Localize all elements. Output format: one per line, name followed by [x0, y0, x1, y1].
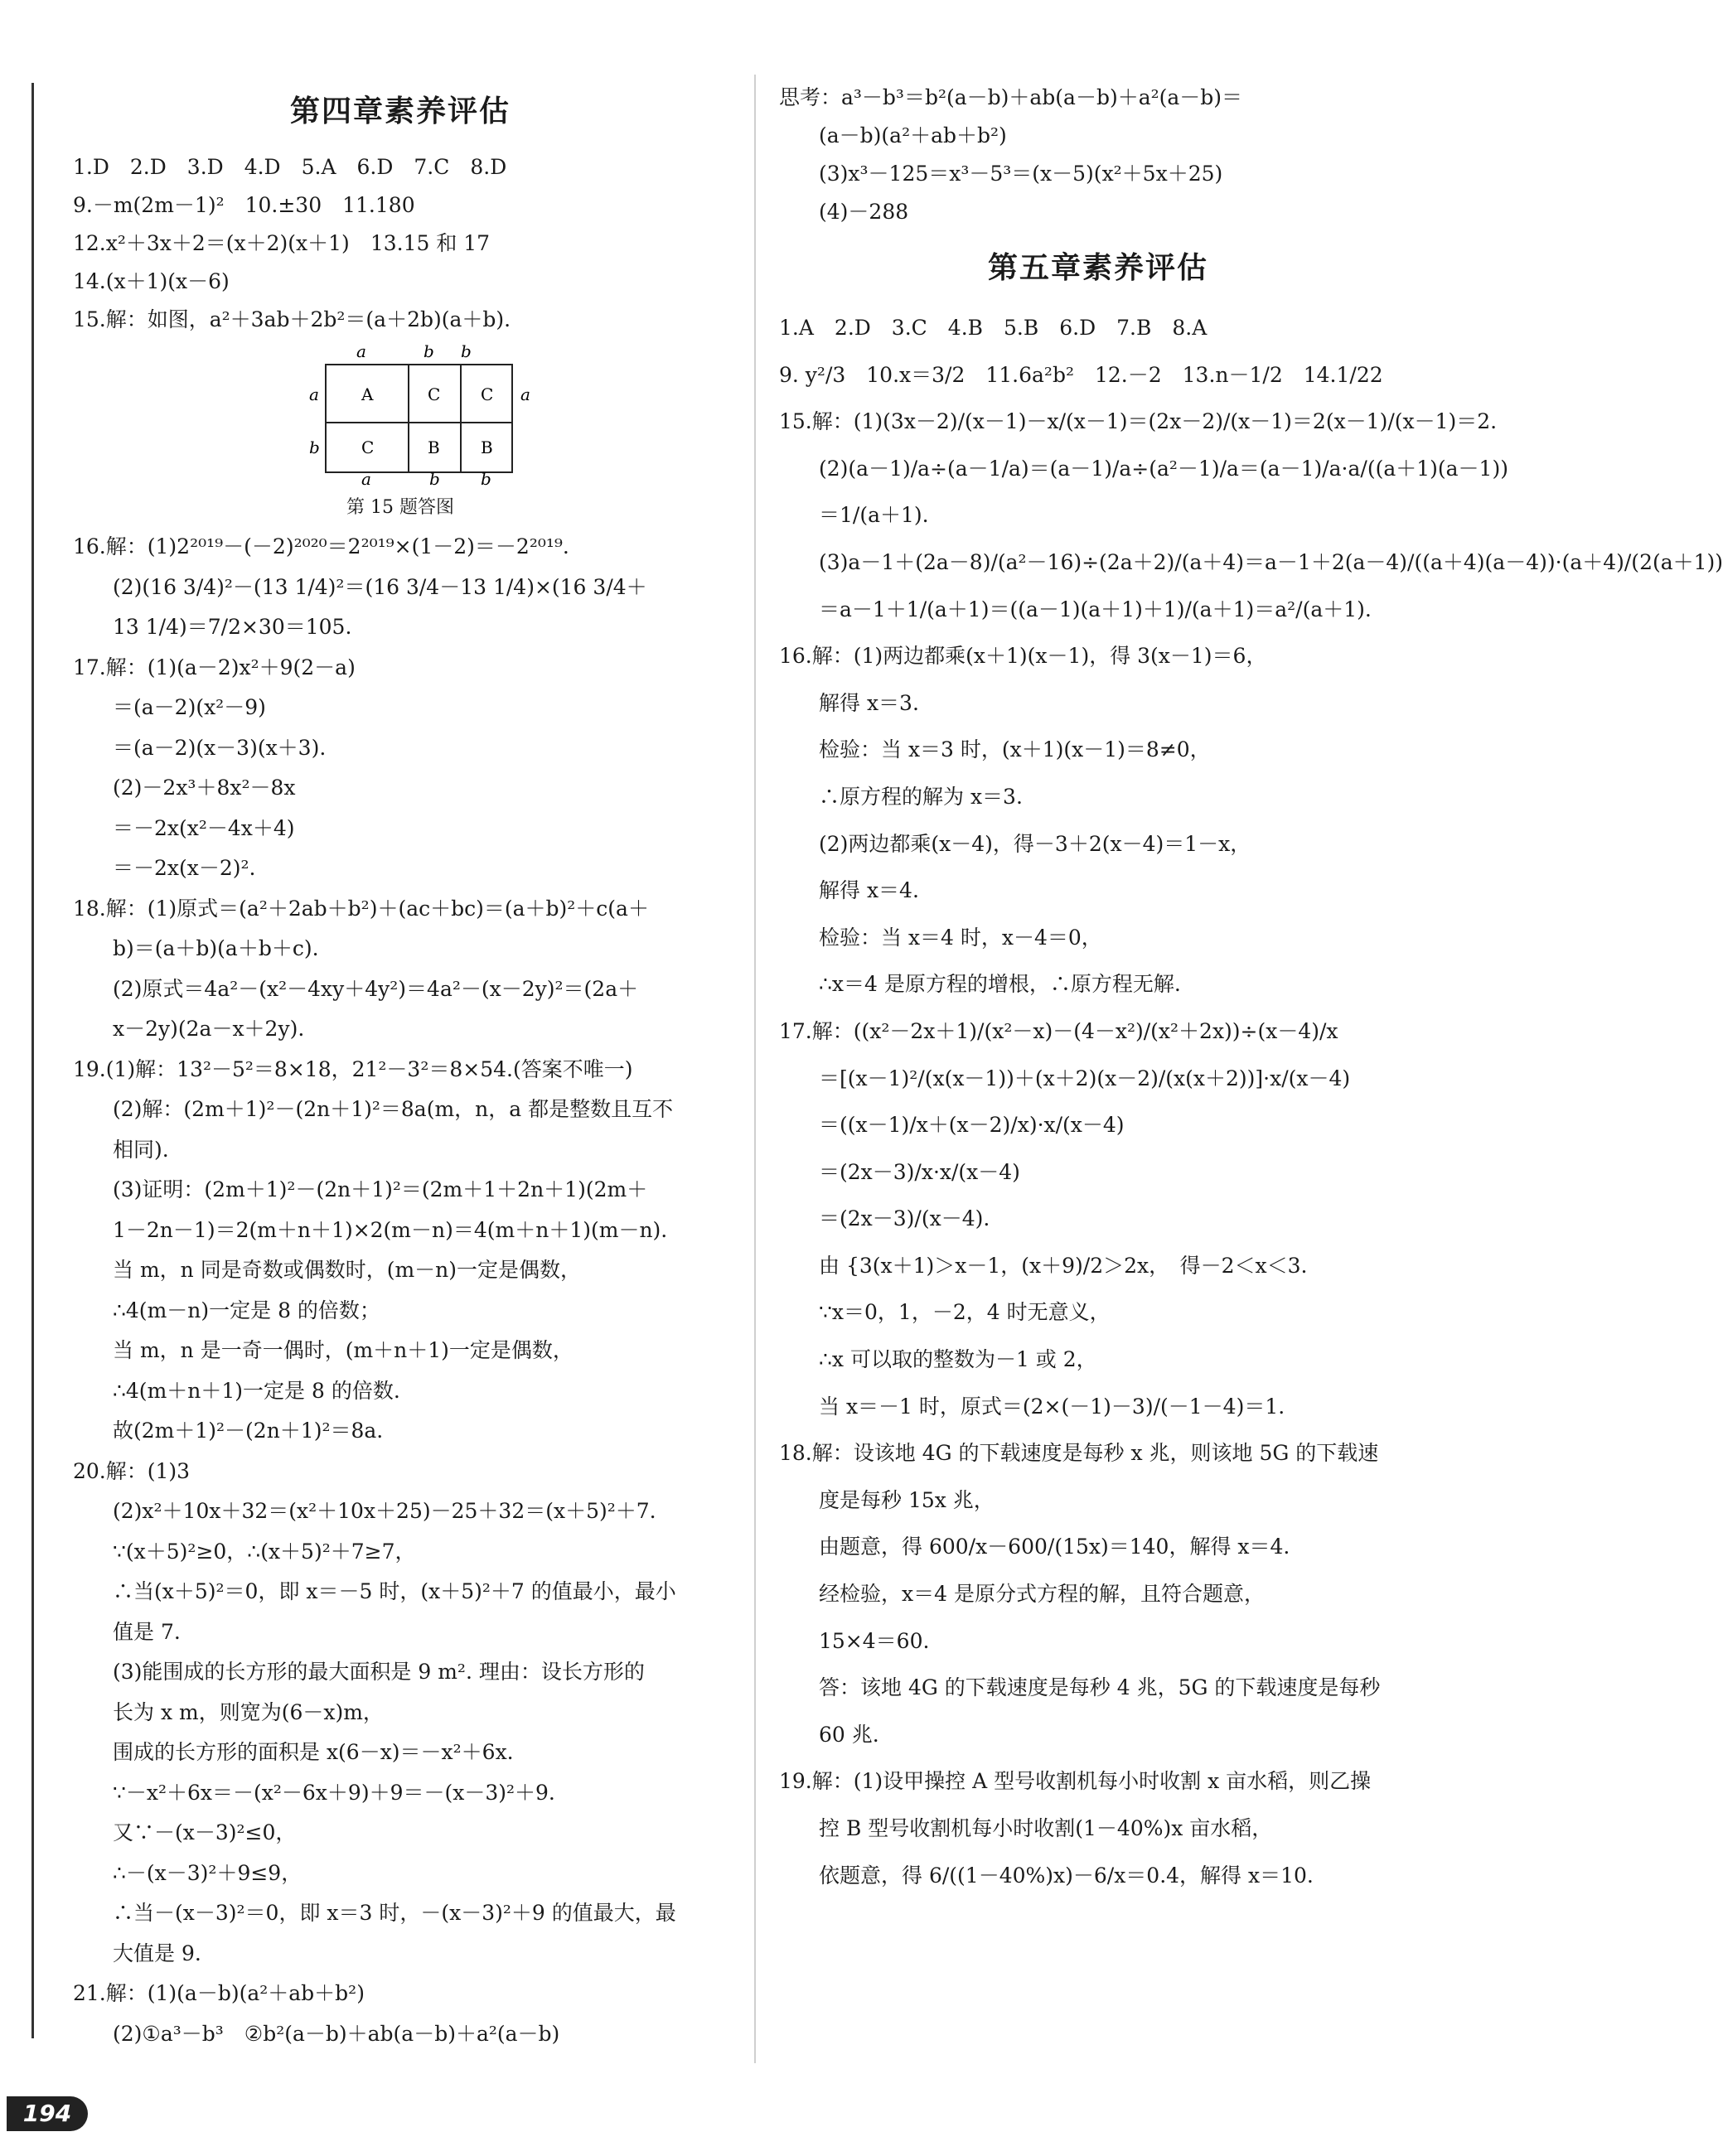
answer-line: 21.解：(1)(a－b)(a²＋ab＋b²): [73, 1981, 365, 2005]
answer-line: 答：该地 4G 的下载速度是每秒 4 兆，5G 的下载速度是每秒: [819, 1675, 1381, 1700]
fig-cell: A: [361, 384, 374, 404]
fig-cell: C: [361, 437, 375, 457]
fig-cell: B: [428, 437, 440, 457]
answer-line: 15×4＝60.: [819, 1628, 930, 1653]
answer-line: 1.A 2.D 3.C 4.B 5.B 6.D 7.B 8.A: [779, 316, 1208, 340]
answer-line: 围成的长方形的面积是 x(6－x)＝－x²＋6x.: [113, 1740, 514, 1764]
answer-line: 大值是 9.: [113, 1941, 201, 1965]
answer-line: ＝((x－1)/x＋(x－2)/x)·x/(x－4): [819, 1113, 1125, 1138]
answer-line: (2)(16 3/4)²－(13 1/4)²＝(16 3/4－13 1/4)×(16 3/4＋: [113, 574, 647, 599]
answer-line: 16.解：(1)两边都乘(x＋1)(x－1)，得 3(x－1)＝6，: [779, 644, 1267, 669]
answer-line: 解得 x＝3.: [819, 690, 919, 715]
answer-line: (2)解：(2m＋1)²－(2n＋1)²＝8a(m，n，a 都是整数且互不: [113, 1097, 674, 1121]
answer-line: ＝(a－2)(x²－9): [113, 695, 266, 719]
answer-line: ∴当(x＋5)²＝0，即 x＝－5 时，(x＋5)²＋7 的值最小，最小: [113, 1579, 676, 1603]
answer-line: 长为 x m，则宽为(6－x)m，: [113, 1699, 384, 1724]
chapter4-title: 第四章素养评估: [289, 94, 511, 128]
answer-line: (a－b)(a²＋ab＋b²): [819, 123, 1007, 147]
answer-line: 19.(1)解：13²－5²＝8×18，21²－3²＝8×54.(答案不唯一): [73, 1056, 633, 1081]
figure-caption: 第 15 题答图: [346, 497, 454, 518]
answer-line: 9.－m(2m－1)² 10.±30 11.180: [73, 193, 415, 217]
answer-line: 19.解：(1)设甲操控 A 型号收割机每小时收割 x 亩水稻，则乙操: [779, 1769, 1372, 1794]
fig-label: a: [361, 469, 371, 489]
fig-label: a: [520, 384, 530, 404]
fig-cell: B: [481, 437, 493, 457]
chapter5-solutions: [779, 305, 1723, 1899]
answer-line: (2)x²＋10x＋32＝(x²＋10x＋25)－25＋32＝(x＋5)²＋7.: [113, 1499, 656, 1523]
answer-line: 控 B 型号收割机每小时收割(1－40%)x 亩水稻，: [819, 1816, 1273, 1840]
page-number: 194: [7, 2096, 88, 2131]
answer-line: ＝(a－2)(x－3)(x＋3).: [113, 735, 327, 760]
answer-line: ∴－(x－3)²＋9≤9，: [113, 1860, 302, 1885]
answer-line: (3)证明：(2m＋1)²－(2n＋1)²＝(2m＋1＋2n＋1)(2m＋: [113, 1177, 648, 1201]
fig-cell: C: [481, 384, 494, 404]
answer-line: (2)①a³－b³ ②b²(a－b)＋ab(a－b)＋a²(a－b): [113, 2021, 560, 2046]
answer-line: (2)(a－1)/a÷(a－1/a)＝(a－1)/a÷(a²－1)/a＝(a－1)/a·a/((a＋1)(a－1)): [819, 456, 1508, 481]
answer-line: 20.解：(1)3: [73, 1458, 191, 1483]
answer-line: 思考：a³－b³＝b²(a－b)＋ab(a－b)＋a²(a－b)＝: [779, 85, 1243, 109]
answer-line: ∴当－(x－3)²＝0，即 x＝3 时，－(x－3)²＋9 的值最大，最: [113, 1901, 676, 1925]
left-margin-rule: [31, 83, 34, 2038]
left-column: [73, 75, 728, 2054]
answer-line: 由题意，得 600/x－600/(15x)＝140，解得 x＝4.: [819, 1535, 1290, 1559]
answer-line: 14.(x＋1)(x－6): [73, 269, 230, 293]
answer-line: ∵x＝0，1，－2，4 时无意义，: [819, 1300, 1111, 1325]
answer-line: 17.解：((x²－2x＋1)/(x²－x)－(4－x²)/(x²＋2x))÷(x－4)/x: [779, 1018, 1338, 1043]
answer-line: ∴x＝4 是原方程的增根，∴原方程无解.: [819, 972, 1181, 997]
answer-line: 15.解：如图，a²＋3ab＋2b²＝(a＋2b)(a＋b).: [73, 307, 511, 331]
fig-label: b: [429, 469, 440, 489]
fig-label: b: [423, 341, 434, 361]
column-divider: [754, 75, 756, 2063]
answer-line: 当 x＝－1 时，原式＝(2×(－1)－3)/(－1－4)＝1.: [819, 1394, 1285, 1419]
answer-line: b)＝(a＋b)(a＋b＋c).: [113, 936, 319, 960]
q15-figure: [305, 341, 554, 489]
fig-label: b: [481, 469, 491, 489]
answer-line: 13 1/4)＝7/2×30＝105.: [113, 615, 352, 639]
answer-line: 18.解：设该地 4G 的下载速度是每秒 x 兆，则该地 5G 的下载速: [779, 1441, 1379, 1466]
answer-line: 检验：当 x＝4 时，x－4＝0，: [819, 925, 1102, 950]
fig-label: a: [356, 341, 366, 361]
answer-line: (4)－288: [819, 200, 909, 224]
answer-line: x－2y)(2a－x＋2y).: [113, 1017, 305, 1041]
answer-line: ＝1/(a＋1).: [819, 503, 929, 528]
answer-line: 值是 7.: [113, 1619, 181, 1644]
answer-line: ∴原方程的解为 x＝3.: [819, 784, 1023, 809]
answer-line: 1.D 2.D 3.D 4.D 5.A 6.D 7.C 8.D: [73, 155, 507, 179]
answer-line: 当 m，n 是一奇一偶时，(m＋n＋1)一定是偶数，: [113, 1338, 574, 1362]
answer-line: 16.解：(1)2²⁰¹⁹－(－2)²⁰²⁰＝2²⁰¹⁹×(1－2)＝－2²⁰¹⁹.: [73, 534, 569, 558]
answer-line: 9. y²/3 10.x＝3/2 11.6a²b² 12.－2 13.n－1/2 14.1/22: [779, 362, 1383, 387]
answer-line: ∵－x²＋6x＝－(x²－6x＋9)＋9＝－(x－3)²＋9.: [113, 1780, 555, 1805]
answer-line: (3)能围成的长方形的最大面积是 9 m². 理由：设长方形的: [113, 1660, 645, 1684]
answer-line: 17.解：(1)(a－2)x²＋9(2－a): [73, 655, 356, 679]
answer-line: ＝(2x－3)/(x－4).: [819, 1206, 990, 1231]
answer-line: 依题意，得 6/((1－40%)x)－6/x＝0.4，解得 x＝10.: [819, 1863, 1314, 1888]
answer-line: (2)原式＝4a²－(x²－4xy＋4y²)＝4a²－(x－2y)²＝(2a＋: [113, 976, 639, 1001]
answer-line: 故(2m＋1)²－(2n＋1)²＝8a.: [113, 1419, 384, 1443]
fig-label: b: [309, 437, 320, 457]
answer-line: 经检验，x＝4 是原分式方程的解，且符合题意，: [819, 1582, 1265, 1607]
answer-line: 18.解：(1)原式＝(a²＋2ab＋b²)＋(ac＋bc)＝(a＋b)²＋c(a＋: [73, 896, 649, 921]
answer-line: 度是每秒 15x 兆，: [819, 1487, 995, 1512]
answer-line: ＝－2x(x²－4x＋4): [113, 815, 295, 840]
answer-line: ＝－2x(x－2)².: [113, 856, 256, 880]
answer-line: ＝[(x－1)²/(x(x－1))＋(x＋2)(x－2)/(x(x＋2))]·x/(x－4): [819, 1066, 1351, 1090]
answer-line: ∴4(m－n)一定是 8 的倍数；: [113, 1298, 380, 1322]
answer-line: (3)x³－125＝x³－5³＝(x－5)(x²＋5x＋25): [819, 162, 1223, 186]
answer-line: ∴4(m＋n＋1)一定是 8 的倍数.: [113, 1378, 400, 1403]
answer-line: ∴x 可以取的整数为－1 或 2，: [819, 1347, 1097, 1372]
answer-line: (3)a－1＋(2a－8)/(a²－16)÷(2a＋2)/(a＋4)＝a－1＋2(a－4)/((a＋4)(a－4))·(a＋4)/(2(a＋1)): [819, 549, 1723, 574]
fig-label: a: [309, 384, 319, 404]
answer-line: 1－2n－1)＝2(m＋n＋1)×2(m－n)＝4(m＋n＋1)(m－n).: [113, 1217, 668, 1242]
fig-cell: C: [428, 384, 441, 404]
answer-line: (2)－2x³＋8x²－8x: [113, 776, 296, 800]
answer-line: 检验：当 x＝3 时，(x＋1)(x－1)＝8≠0，: [819, 737, 1211, 762]
chapter4-solutions: [73, 527, 728, 2054]
answer-line: 解得 x＝4.: [819, 878, 919, 903]
answer-line: 12.x²＋3x＋2＝(x＋2)(x＋1) 13.15 和 17: [73, 231, 491, 255]
answer-line: 相同).: [113, 1137, 169, 1162]
answer-line: (2)两边都乘(x－4)，得－3＋2(x－4)＝1－x，: [819, 831, 1251, 856]
answer-line: ＝a－1＋1/(a＋1)＝((a－1)(a＋1)＋1)/(a＋1)＝a²/(a＋1).: [819, 597, 1372, 621]
answer-line: 当 m，n 同是奇数或偶数时，(m－n)一定是偶数，: [113, 1258, 582, 1282]
answer-line: 15.解：(1)(3x－2)/(x－1)－x/(x－1)＝(2x－2)/(x－1)＝2(x－1)/(x－1)＝2.: [779, 409, 1498, 434]
fig-label: b: [461, 341, 472, 361]
chapter5-title: 第五章素养评估: [987, 251, 1208, 285]
answer-line: 由 {3(x＋1)＞x－1，(x＋9)/2＞2x， 得－2＜x＜3.: [819, 1253, 1308, 1278]
answer-line: ∵(x＋5)²≥0，∴(x＋5)²＋7≥7，: [113, 1539, 416, 1564]
answer-line: 又∵－(x－3)²≤0，: [113, 1820, 297, 1844]
answer-line: ＝(2x－3)/x·x/(x－4): [819, 1159, 1020, 1184]
right-column: [779, 79, 1723, 1899]
answer-line: 60 兆.: [819, 1722, 879, 1747]
